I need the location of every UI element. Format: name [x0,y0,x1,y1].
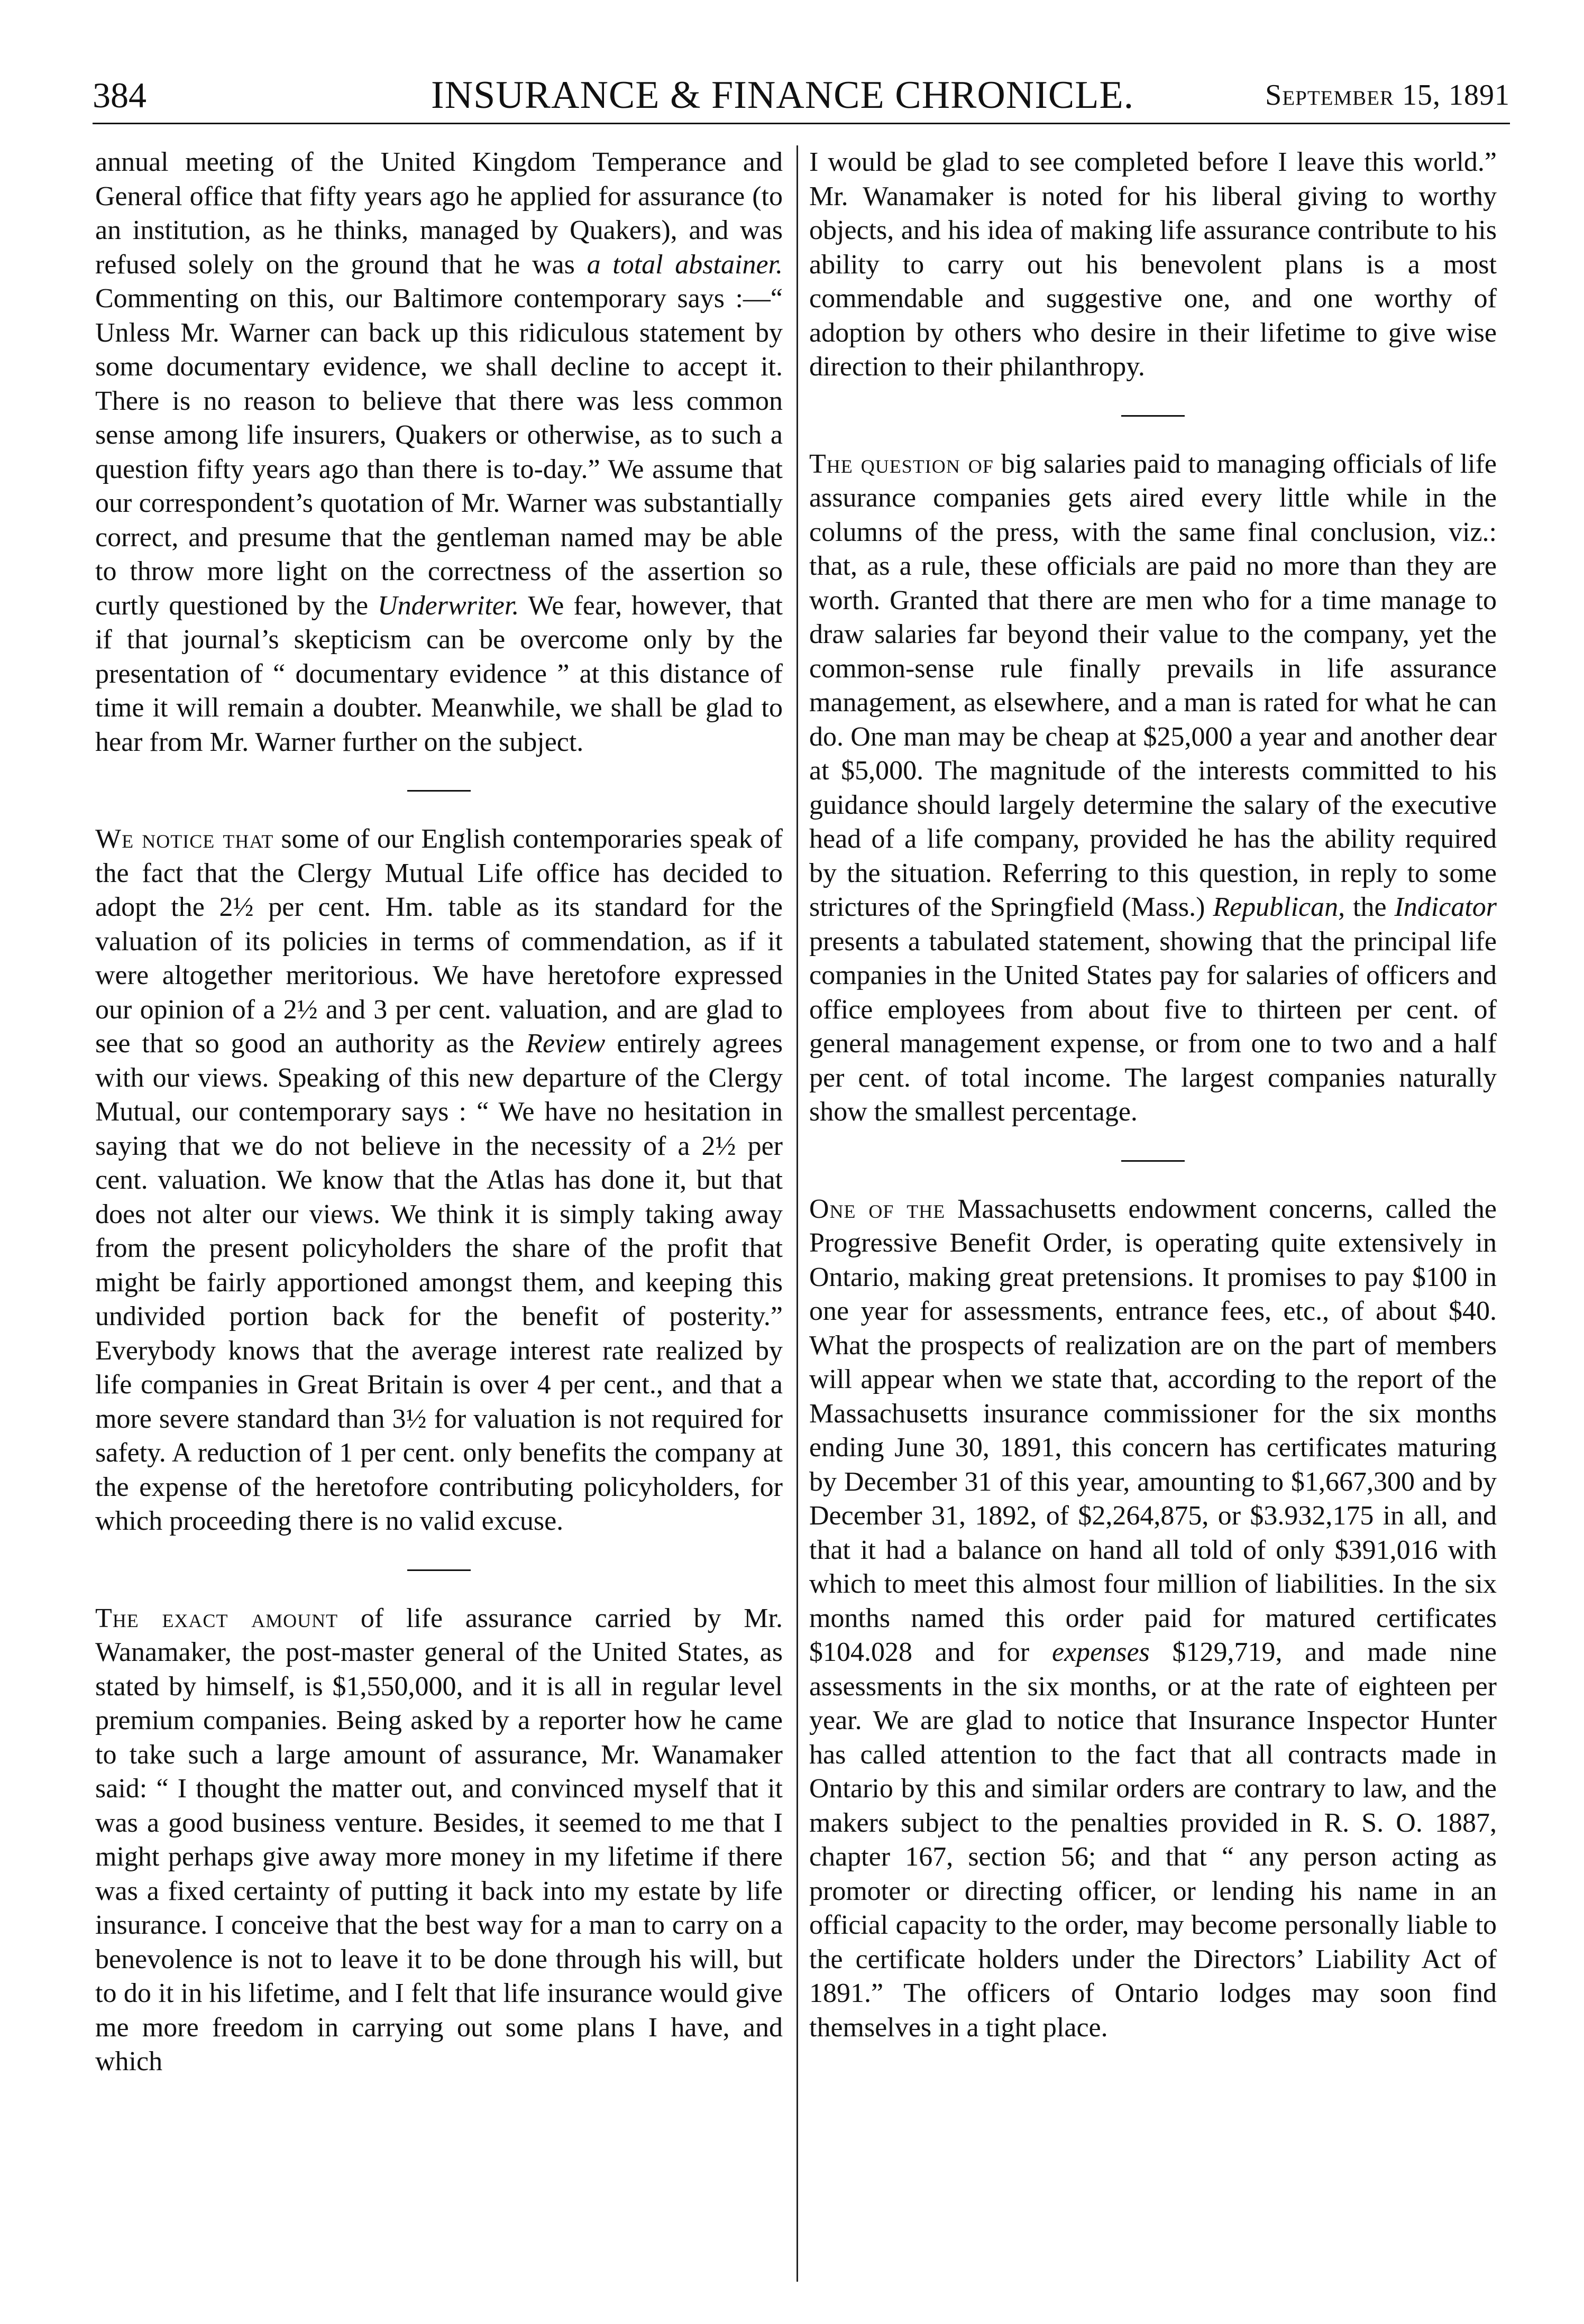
paragraph-text: Commenting on this, our Baltimore contemporary says :—“ Unless Mr. Warner can back up this ridiculous statement by some documentary evidence, we shall decline to accept it. There is no reason to believe that there was less common sense among life insurers, Quakers or otherwise, as to such a question fifty years ago than there is to-day.” We assume that our correspondent’s quotation of Mr. Warner was substantially correct, and presume that the gentleman named may be able to throw more light on the correctness of the assertion so curtly questioned by the [95,283,783,621]
section-divider [1121,415,1185,417]
article-paragraph [95,1602,783,2079]
page-number: 384 [93,75,147,115]
italic-text: Republican, [1213,892,1345,922]
paragraph-text: I would be glad to see completed before I leave this world.” Mr. Wanamaker is noted for his liberal giving to worthy objects, and his idea of making life assurance contribute to his ability to carry out his benevolent plans is a most commendable and suggestive one, and one worthy of adoption by others who desire in their lifetime to give wise direction to their philanthropy. [809,147,1497,382]
paragraph-text: $129,719, and made nine assessments in the six months, or at the rate of eighteen per year. We are glad to notice that Insurance Inspector Hunter has called attention to the fact that all contracts made in Ontario by this and similar orders are contrary to law, and the makers subject to the penalties provided in R. S. O. 1887, chapter 167, section 56; and that “ any person acting as promoter or directing officer, or lending his name in an official capacity to the order, may become personally liable to the certificate holders under the Directors’ Liability Act of 1891.” The officers of Ontario lodges may soon find themselves in a tight place. [809,1637,1497,2043]
section-divider [407,790,471,792]
section-divider [407,1569,471,1571]
article-paragraph [95,822,783,1539]
paragraph-text: We fear, however, that if that journal’s skepticism can be overcome only by the presentation of “ documentary evidence ” at this distance of time it will remain a doubter. Meanwhile, we shall be glad to hear from Mr. Warner further on the subject. [95,590,783,757]
paragraph-lead: The exact amount [95,1603,338,1633]
paragraph-text: annual meeting of the United Kingdom Temperance and General office that fifty years ago he applied for assurance (to an institution, as he thinks, managed by Quakers), and was refused solely on the ground that he was [95,147,783,280]
paragraph-text: Massachusetts endowment concerns, called the Progressive Benefit Order, is operating quite extensively in Ontario, making great pretensions. It promises to pay $100 in one year for assessments, entrance fees, etc., of about $40. What the prospects of realization are on the part of members will appear when we state that, according to the report of the Massachusetts insurance commissioner for the six months ending June 30, 1891, this concern has certificates maturing by December 31 of this year, amounting to $1,667,300 and by December 31, 1892, of $2,264,875, or $3.932,175 in all, and that it had a balance on hand all told of only $391,016 with which to meet this almost four million of liabilities. In the six months named this order paid for matured certificates $104.028 and for [809,1193,1497,1667]
publication-title: INSURANCE & FINANCE CHRONICLE. [431,74,1134,117]
paragraph-text: big salaries paid to managing officials of life assurance companies gets aired every little while in the columns of the press, with the same final conclusion, viz.: that, as a rule, these officials are paid no more than they are worth. Granted that there are men who for a time manage to draw salaries far beyond their value to the company, yet the common-sense rule finally prevails in life assurance management, as elsewhere, and a man is rated for what he can do. One man may be cheap at $25,000 a year and another dear at $5,000. The magnitude of the interests committed to his guidance should largely determine the salary of the executive head of a life company, provided he has the ability required by the situation. Referring to this question, in reply to some strictures of the Springfield (Mass.) [809,448,1497,922]
article-paragraph [95,145,783,759]
page-header [93,69,1510,122]
paragraph-text: entirely agrees with our views. Speaking of this new departure of the Clergy Mutual, our contemporary says : “ We have no hesitation in saying that we do not believe in the necessity of a 2½ per cent. valuation. We know that the Atlas has done it, but that does not alter our views. We think it is simply taking away from the present policyholders the share of the profit that might be fairly apportioned amongst them, and keeping this undivided portion back for the benefit of posterity.” Everybody knows that the average interest rate realized by life companies in Great Britain is over 4 per cent., and that a more severe standard than 3½ for valuation is not required for safety. A reduction of 1 per cent. only benefits the company at the expense of the heretofore contributing policyholders, for which proceeding there is no valid excuse. [95,1028,783,1536]
italic-text: Underwriter. [378,590,519,621]
article-paragraph [809,1192,1497,2045]
paragraph-text: some of our English contemporaries speak of the fact that the Clergy Mutual Life office has decided to adopt the 2½ per cent. Hm. table as its standard for the valuation of its policies in terms of commendation, as if it were altogether meritorious. We have heretofore expressed our opinion of a 2½ and 3 per cent. valuation, and are glad to see that so good an authority as the [95,824,783,1059]
article-paragraph [809,447,1497,1129]
italic-text: Review [526,1028,606,1059]
paragraph-text: of life assurance carried by Mr. Wanamaker, the post-master general of the United States, as stated by himself, is $1,550,000, and it is all in regular level premium companies. Being asked by a reporter how he came to take such a large amount of assurance, Mr. Wanamaker said: “ I thought the matter out, and convinced myself that it was a good business venture. Besides, it seemed to me that I might perhaps give away more money in my lifetime if there was a fixed certainty of putting it back into my estate by life insurance. I conceive that the best way for a man to carry on a benevolence is not to leave it to be done through his will, but to do it in his lifetime, and I felt that life insurance would give me more freedom in carrying out some plans I have, and which [95,1603,783,2077]
section-divider [1121,1160,1185,1162]
article-paragraph [809,145,1497,384]
italic-text: expenses [1051,1637,1150,1667]
paragraph-lead: We notice that [95,824,274,854]
issue-date: September 15, 1891 [1265,79,1510,112]
paragraph-text: presents a tabulated statement, showing that the principal life companies in the United States pay for salaries of officers and office employees from about five to thirteen per cent. of general management expense, or from one to two and a half per cent. of total income. The largest companies naturally show the smallest percentage. [809,926,1497,1127]
column-divider [796,145,798,2282]
header-rule [93,123,1510,124]
paragraph-lead: The question of [809,448,994,479]
italic-text: a total abstainer. [587,249,783,280]
paragraph-text: the [1345,892,1395,922]
paragraph-lead: One of the [809,1193,946,1224]
right-column [809,145,1497,2045]
left-column [95,145,783,2079]
italic-text: Indicator [1394,892,1497,922]
